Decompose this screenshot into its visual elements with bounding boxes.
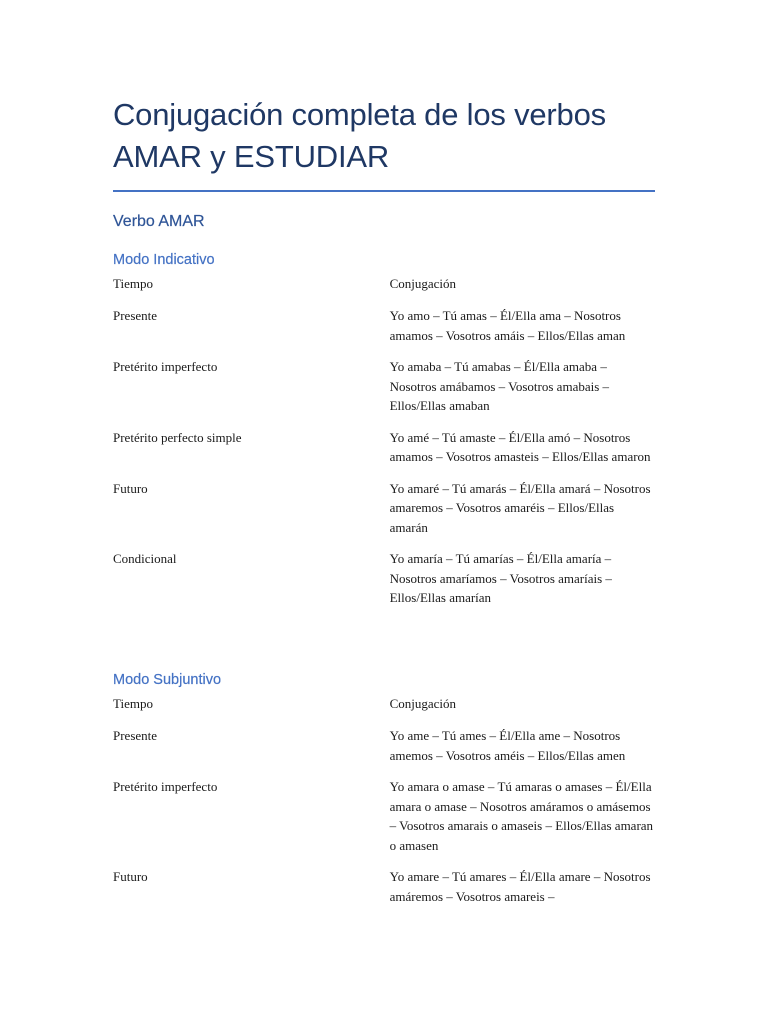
conjugation-cell: Yo amare – Tú amares – Él/Ella amare – Nosotros amáremos – Vosotros amareis – [389,869,651,904]
conjugation-cell: Yo amo – Tú amas – Él/Ella ama – Nosotros amamos – Vosotros amáis – Ellos/Ellas aman [389,308,626,343]
subjuntivo-table [113,694,655,918]
column-header-tiempo: Tiempo [113,276,153,291]
table-row [113,306,655,357]
conjugation-cell: Yo amaré – Tú amarás – Él/Ella amará – Nosotros amaremos – Vosotros amaréis – Ellos/Ellas amarán [389,480,651,535]
table-row [113,479,655,550]
conjugation-cell: Yo amaría – Tú amarías – Él/Ella amaría – Nosotros amaríamos – Vosotros amaríais – Ellos/Ellas amarían [389,551,612,605]
table-header-row [113,694,655,726]
document-title: Conjugación completa de los verbos AMAR y ESTUDIAR [113,97,606,174]
subjuntivo-heading: Modo Subjuntivo [113,672,222,688]
conjugation-cell: Yo amé – Tú amaste – Él/Ella amó – Nosotros amamos – Vosotros amasteis – Ellos/Ellas amaron [389,429,651,464]
conjugation-cell: Yo amara o amase – Tú amaras o amases – Él/Ella amara o amase – Nosotros amáramos o amásemos – Vosotros amarais o amaseis – Ellos/Ellas amaran o amasen [389,779,654,853]
tense-cell: Pretérito imperfecto [113,779,218,794]
title-underline [113,190,655,192]
table-row [113,357,655,428]
table-row [113,726,655,777]
conjugation-cell: Yo amaba – Tú amabas – Él/Ella amaba – Nosotros amábamos – Vosotros amabais – Ellos/Ellas amaban [389,359,610,413]
tense-cell: Futuro [113,869,148,884]
tense-cell: Presente [113,728,158,743]
table-row [113,867,655,918]
column-header-tiempo: Tiempo [113,696,153,711]
verb-heading: Verbo AMAR [113,213,205,230]
tense-cell: Presente [113,308,158,323]
indicativo-heading: Modo Indicativo [113,252,215,268]
conjugation-cell: Yo ame – Tú ames – Él/Ella ame – Nosotros amemos – Vosotros améis – Ellos/Ellas amen [389,728,626,763]
tense-cell: Pretérito perfecto simple [113,429,242,445]
column-header-conjugacion: Conjugación [389,696,457,711]
indicativo-table [113,274,655,620]
table-header-row [113,274,655,306]
tense-cell: Futuro [113,480,148,496]
tense-cell: Condicional [113,551,177,566]
table-row [113,777,655,867]
table-row [113,428,655,479]
tense-cell: Pretérito imperfecto [113,359,218,374]
column-header-conjugacion: Conjugación [389,276,457,291]
document-page [113,0,655,904]
table-row [113,549,655,620]
